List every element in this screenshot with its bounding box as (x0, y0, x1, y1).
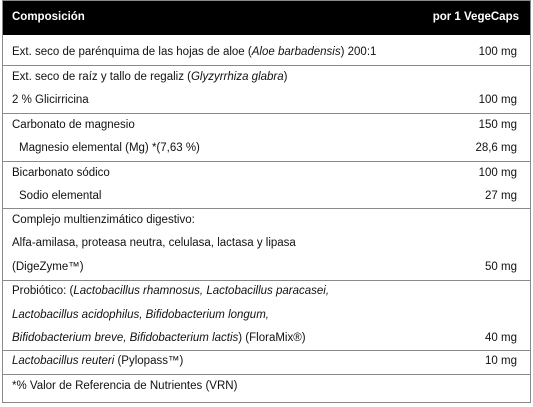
table-row-glicirricina (3, 89, 530, 112)
row-name: Probiótico: (Lactobacillus rhamnosus, Lactobacillus paracasei, (12, 285, 330, 297)
footnote-vrn: *% Valor de Referencia de Nutrientes (VRN) (12, 380, 238, 392)
row-name: (DigeZyme™) (12, 261, 84, 273)
row-value: 27 mg (485, 190, 517, 202)
row-name: Sodio elemental (19, 190, 102, 202)
row-value: 100 mg (478, 94, 517, 106)
row-name: 2 % Glicirricina (12, 94, 89, 106)
table-row-aloe (3, 41, 530, 64)
row-value: 50 mg (485, 261, 517, 273)
row-name: Bicarbonato sódico (12, 167, 110, 179)
table-row-complejo (3, 209, 530, 232)
row-name: Ext. seco de parénquima de las hojas de aloe (Aloe barbadensis) 200:1 (12, 46, 377, 58)
row-name: Ext. seco de raíz y tallo de regaliz (Glyzyrrhiza glabra) (12, 71, 288, 83)
table-row-footnote (3, 375, 530, 398)
row-name: Bifidobacterium breve, Bifidobacterium lactis) (FloraMix®) (12, 332, 306, 344)
row-name: Lactobacillus reuteri (Pylopass™) (12, 355, 184, 367)
header-per-capsule: por 1 VegeCaps (432, 11, 519, 23)
row-value: 40 mg (485, 332, 517, 344)
table-row-probiotico-3 (3, 327, 530, 350)
table-row-probiotico (3, 280, 530, 303)
table-row-digezyme (3, 256, 530, 279)
row-value: 100 mg (478, 46, 517, 58)
table-row-enzimas (3, 232, 530, 255)
row-value: 100 mg (478, 167, 517, 179)
table-row-carbonato (3, 114, 530, 137)
table-row-sodio (3, 185, 530, 208)
table-row-regaliz (3, 66, 530, 89)
table-row-reuteri (3, 350, 530, 373)
row-value: 150 mg (478, 119, 517, 131)
row-name: Magnesio elemental (Mg) *(7,63 %) (19, 142, 200, 154)
row-name: Alfa-amilasa, proteasa neutra, celulasa, lactasa y lipasa (12, 237, 296, 249)
row-name: Carbonato de magnesio (12, 119, 135, 131)
composition-table (2, 0, 531, 403)
row-value: 10 mg (485, 355, 517, 367)
row-value: 28,6 mg (475, 142, 517, 154)
table-header (3, 1, 530, 35)
row-name: Complejo multienzimático digestivo: (12, 214, 195, 226)
row-name: Lactobacillus acidophilus, Bifidobacterium longum, (12, 309, 269, 321)
header-composition: Composición (12, 11, 85, 23)
table-row-probiotico-2 (3, 304, 530, 327)
table-row-bicarbonato (3, 162, 530, 185)
table-row-magnesio (3, 137, 530, 160)
